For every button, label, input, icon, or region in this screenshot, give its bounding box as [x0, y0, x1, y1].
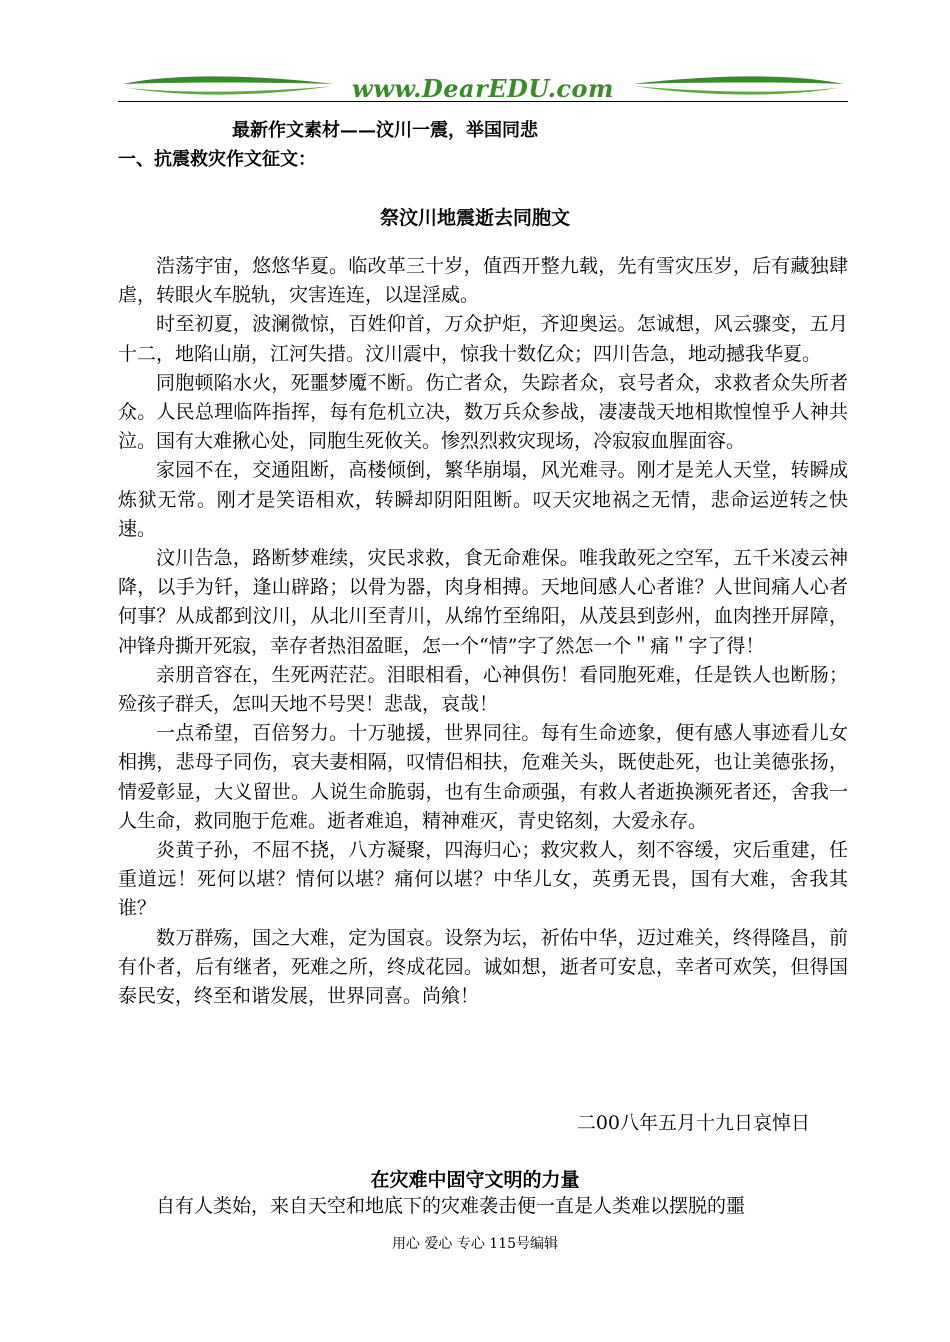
- essay-paragraph: 自有人类始，来自天空和地底下的灾难袭击便一直是人类难以摆脱的噩: [156, 1195, 746, 1217]
- essay-paragraph: 时至初夏，波澜微惊，百姓仰首，万众护炬，齐迎奥运。怎诚想，风云骤变，五月十二，地陷山崩，江河失措。汶川震中，惊我十数亿众；四川告急，地动撼我华夏。: [118, 313, 848, 365]
- site-logo-text[interactable]: www.DearEDU.com: [352, 74, 614, 103]
- essay-paragraph: 炎黄子孙，不屈不挠，八方凝聚，四海归心；救灾救人，刻不容缓，灾后重建，任重道远！死何以堪？情何以堪？痛何以堪？中华儿女，英勇无畏，国有大难，舍我其谁？: [118, 839, 848, 920]
- essay-paragraph: 同胞顿陷水火，死噩梦魇不断。伤亡者众，失踪者众，哀号者众，求救者众失所者众。人民总理临阵指挥，每有危机立决，数万兵众参战，凄凄哉天地相欺惶惶乎人神共泣。国有大难揪心处，同胞生死攸关。惨烈烈救灾现场，冷寂寂血腥面容。: [118, 371, 848, 453]
- essay-paragraph: 汶川告急，路断梦难续，灾民求救，食无命难保。唯我敢死之空军，五千米凌云神降，以手为钎，逢山辟路；以骨为器，肉身相搏。天地间感人心者谁？人世间痛人心者何事？从成都到汶川，从北川至青川，从绵竹至绵阳，从茂县到彭州，血肉挫开屏障，冲锋舟撕开死寂，幸存者热泪盈眶，怎一个“情”字了然怎一个＂痛＂字了得！: [118, 547, 848, 657]
- essay-paragraph: 亲朋音容在，生死两茫茫。泪眼相看，心神俱伤！看同胞死难，任是铁人也断肠；殓孩子群夭，怎叫天地不号哭！悲哉，哀哉！: [118, 663, 848, 716]
- essay-title: 祭汶川地震逝去同胞文: [379, 207, 570, 229]
- second-essay-body: [118, 1192, 848, 1221]
- essay-paragraph: 数万群殇，国之大难，定为国哀。设祭为坛，祈佑中华，迈过难关，终得隆昌，前有仆者，后有继者，死难之所，终成花园。诚如想，逝者可安息，幸者可欢笑，但得国泰民安，终至和谐发展，世界同喜。尚飨！: [118, 926, 848, 1008]
- section-heading: 一、抗震救灾作文征文：: [118, 149, 316, 170]
- second-essay-title: 在灾难中固守文明的力量: [370, 1169, 580, 1191]
- page-footer: 用心 爱心 专心 115号编辑: [391, 1236, 559, 1252]
- essay-paragraph: 浩荡宇宙，悠悠华夏。临改革三十岁，值西开整九载，先有雪灾压岁，后有藏独肆虐，转眼火车脱轨，灾害连连，以逞淫威。: [118, 255, 848, 307]
- document-title: 最新作文素材——汶川一震，举国同悲: [232, 120, 538, 141]
- essay-paragraph: 家园不在，交通阻断，高楼倾倒，繁华崩塌，风光难寻。刚才是羌人天堂，转瞬成炼狱无常。刚才是笑语相欢，转瞬却阴阳阻断。叹天灾地祸之无情，悲命运逆转之快速。: [118, 459, 848, 540]
- essay-date-signoff: 二00八年五月十九日哀悼日: [576, 1112, 810, 1134]
- essay-body: [118, 252, 848, 1011]
- essay-paragraph: 一点希望，百倍努力。十万驰援，世界同往。每有生命迹象，便有感人事迹看儿女相携，悲母子同伤，哀夫妻相隔，叹情侣相扶，危难关头，既使赴死，也让美德张扬，情爱彰显，大义留世。人说生命脆弱，也有生命顽强，有救人者逝换濒死者还，舍我一人生命，救同胞于危难。逝者难追，精神难灭，青史铭刻，大爱永存。: [118, 722, 848, 832]
- header-divider: [118, 101, 848, 102]
